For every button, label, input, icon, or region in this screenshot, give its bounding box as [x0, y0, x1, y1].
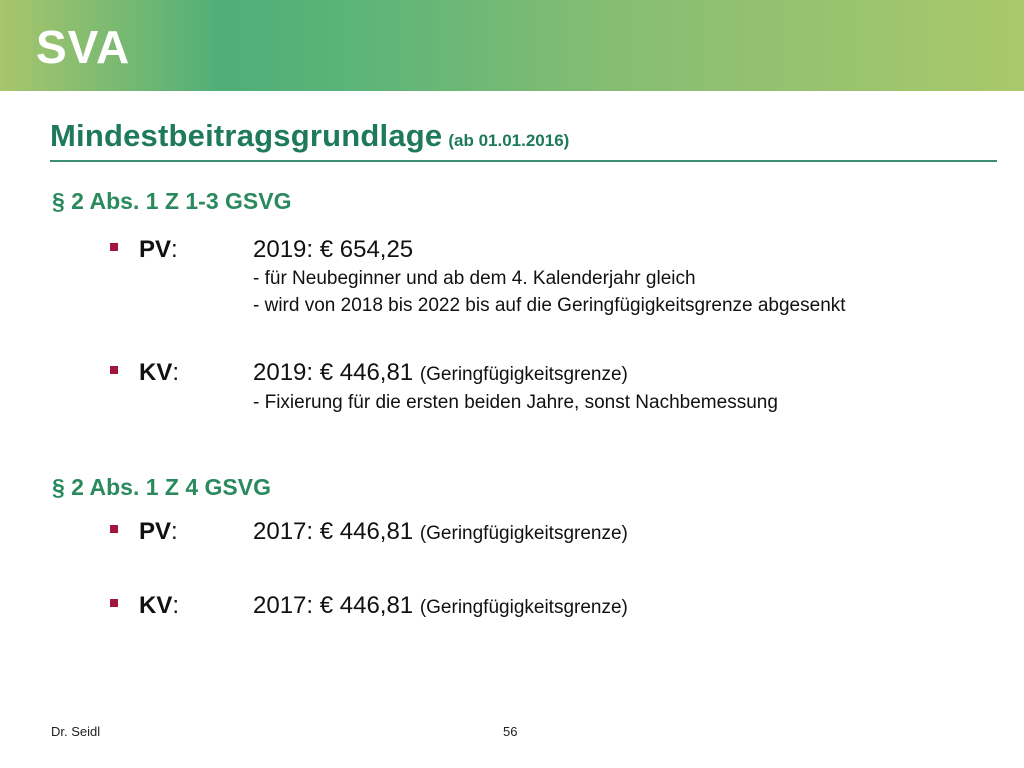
bullet-square-icon	[110, 366, 118, 374]
item-label: KV:	[139, 359, 180, 386]
bullet-square-icon	[110, 599, 118, 607]
title-divider	[50, 160, 997, 162]
item-label: PV:	[139, 236, 178, 263]
title-main: Mindestbeitragsgrundlage	[50, 118, 443, 153]
item-value: 2017: € 446,81 (Geringfügigkeitsgrenze)	[253, 518, 628, 545]
section-heading-2: § 2 Abs. 1 Z 4 GSVG	[52, 474, 272, 500]
header-band	[0, 0, 1024, 91]
sva-logo	[36, 25, 176, 69]
item-inline-note: (Geringfügigkeitsgrenze)	[419, 523, 628, 544]
page-number: 56	[503, 724, 518, 739]
section-heading-1: § 2 Abs. 1 Z 1-3 GSVG	[52, 188, 292, 214]
item-note: - für Neubeginner und ab dem 4. Kalenderjahr gleich	[253, 268, 696, 289]
item-note: - Fixierung für die ersten beiden Jahre, sonst Nachbemessung	[253, 392, 778, 413]
item-label: KV:	[139, 592, 180, 619]
slide-title	[50, 118, 569, 154]
title-date: (ab 01.01.2016)	[448, 131, 570, 150]
logo-text: SVA	[36, 25, 131, 69]
item-value: 2019: € 446,81 (Geringfügigkeitsgrenze)	[253, 359, 628, 386]
item-note: - wird von 2018 bis 2022 bis auf die Geringfügigkeitsgrenze abgesenkt	[253, 295, 846, 316]
item-inline-note: (Geringfügigkeitsgrenze)	[419, 597, 628, 618]
bullet-square-icon	[110, 525, 118, 533]
footer-author: Dr. Seidl	[51, 724, 101, 739]
item-value: 2017: € 446,81 (Geringfügigkeitsgrenze)	[253, 592, 628, 619]
item-inline-note: (Geringfügigkeitsgrenze)	[419, 364, 628, 385]
item-value: 2019: € 654,25	[253, 236, 414, 263]
item-label: PV:	[139, 518, 178, 545]
bullet-square-icon	[110, 243, 118, 251]
